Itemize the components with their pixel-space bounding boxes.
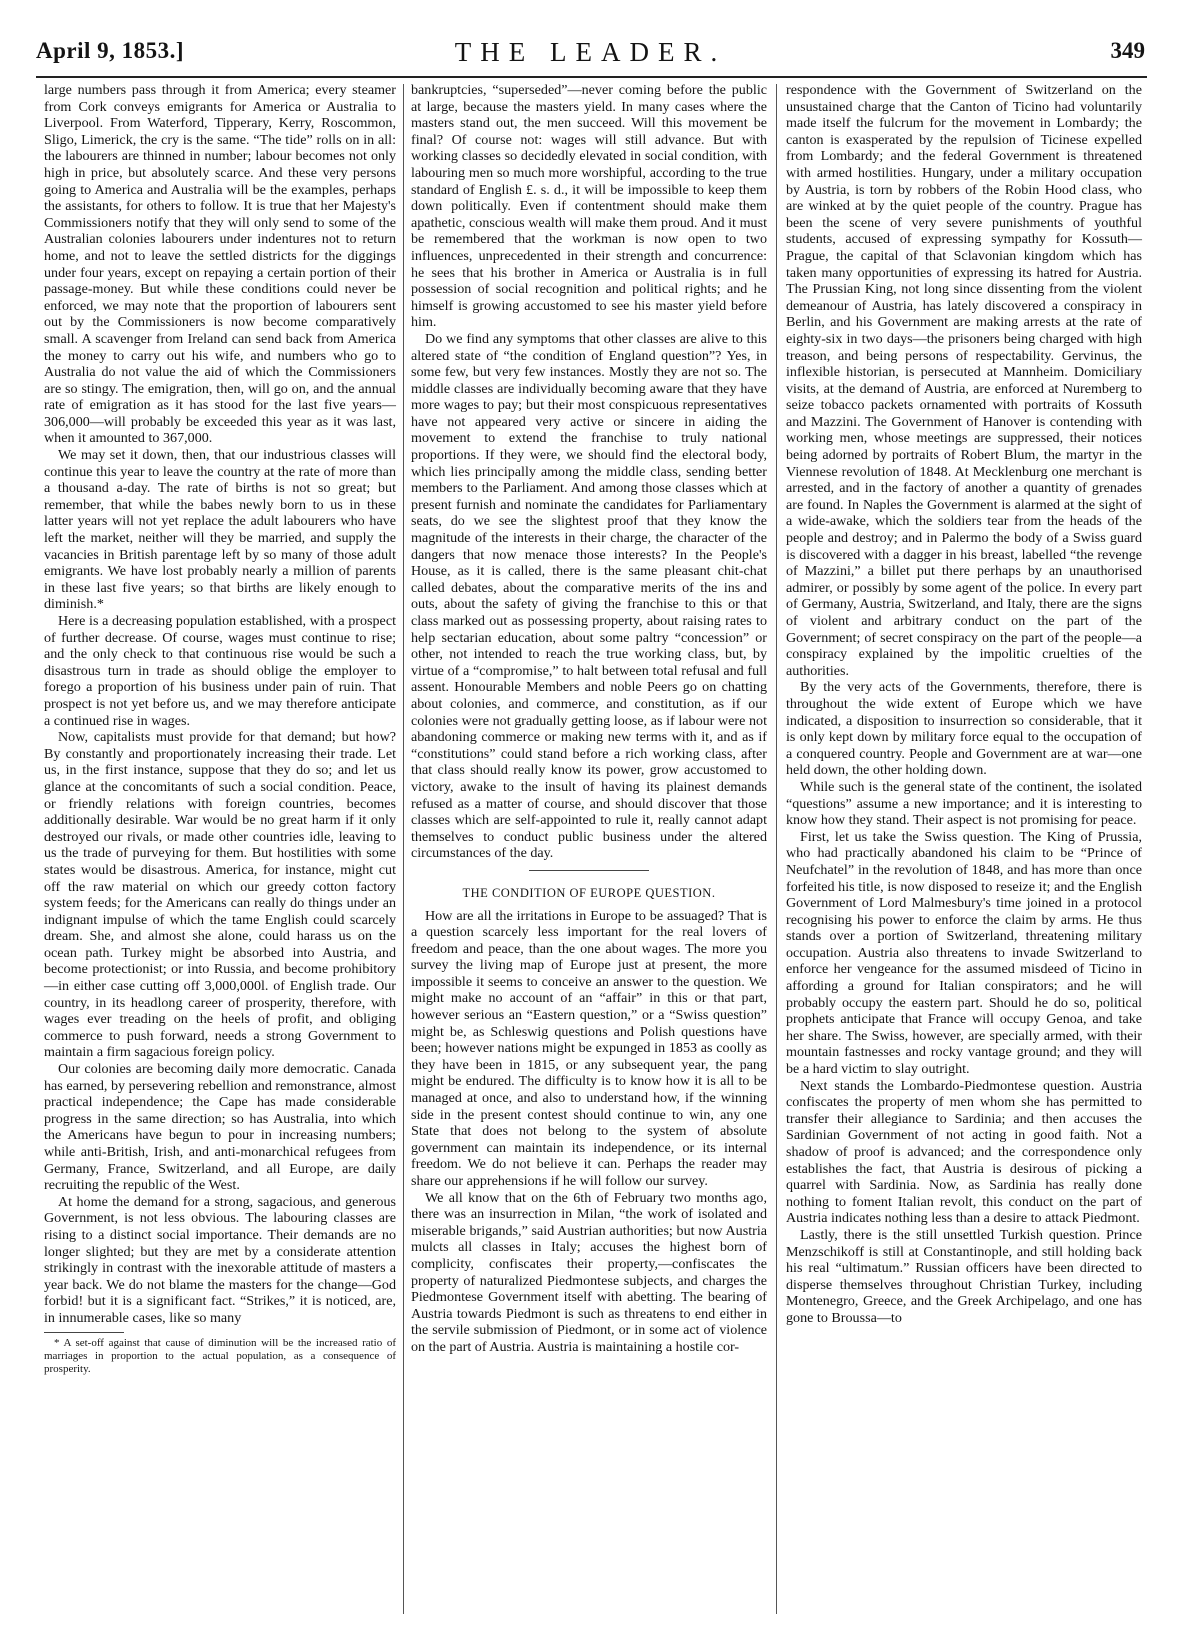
- paragraph: bankruptcies, “superseded”—never coming before the public at large, because the masters yield. In many cases where the masters stand out, the men succeed. Will this movement be final? Of course not: wages will still advance. But with working classes so decidedly elevated in social condition, with labouring men so much more worshipful, according to the true standard of English £. s. d., it will be impossible to keep them down politically. Even if contentment should make them apathetic, conscious wealth will make them proud. And it must be remembered that the workman is now open to two influences, unprecedented in their strength and concurrence: he sees that his brother in America or Australia is in full possession of social recognition and political rights; and he himself is growing accustomed to see his master yield before him.: [411, 82, 767, 331]
- column-divider: [403, 84, 404, 1614]
- footnote: * A set-off against that cause of diminution will be the increased ratio of marriages in proportion to the actual population, as a consequence of prosperity.: [44, 1336, 396, 1375]
- page-number: 349: [1110, 38, 1145, 63]
- paragraph: Next stands the Lombardo-Piedmontese question. Austria confiscates the property of men whom she has permitted to transfer their allegiance to Sardinia; and then accuses the Sardinian Government of not acting in good faith. Not a shadow of proof is advanced; and the correspondence only establishes the fact, that Austria is desirous of picking a quarrel with Sardinia. Now, as Sardinia has really done nothing to foment Italian revolt, this conduct on the part of Austria indicates nothing less than a desire to attack Piedmont.: [786, 1077, 1142, 1227]
- section-title: THE CONDITION OF EUROPE QUESTION.: [462, 885, 716, 900]
- paragraph: Here is a decreasing population established, with a prospect of further decrease. Of course, wages must continue to rise; and the only check to that continuous rise would be such a disastrous turn in trade as should oblige the employer to forego a proportion of his business under pain of ruin. That prospect is not yet before us, and we may therefore anticipate a continued rise in wages.: [44, 613, 396, 729]
- paragraph: We all know that on the 6th of February two months ago, there was an insurrection in Milan, “the work of isolated and miserable brigands,” said Austrian authorities; but now Austria mulcts all classes in Italy; accuses the highest born of complicity, confiscates their property,—confiscates the property of naturalized Piedmontese subjects, and charges the Piedmontese Government itself with abetting. The bearing of Austria towards Piedmont is such as threatens to end either in the servile submission of Piedmont, or in some act of violence on the part of Austria. Austria is maintaining a hostile cor-: [411, 1189, 767, 1355]
- column-2: [411, 82, 767, 1356]
- paragraph: By the very acts of the Governments, therefore, there is throughout the wide extent of Europe which we have indicated, a disposition to insurrection so considerable, that it is only kept down by military force equal to the occupation of a conquered country. People and Government are at war—one held down, the other holding down.: [786, 679, 1142, 779]
- column-divider: [776, 84, 777, 1614]
- paragraph: Do we find any symptoms that other classes are alive to this altered state of “the condition of England question”? Yes, in some few, but very few instances. Mostly they are not so. The middle classes are individually becoming aware that they have more wages to pay; but their most conspicuous representatives have not appeared very active or sincere in aiding the movement to extend the franchise to truly national proportions. If they were, we should find the electoral body, which lies principally among the middle class, sending better members to the Parliament. And among those classes which at present furnish and nominate the candidates for Parliamentary seats, do we see the slightest proof that they know the magnitude of the interests in their charge, the character of the dangers that now menace those interests? In the People's House, as it is called, there is the same pleasant chit-chat called debates, about the comparative merits of the ins and outs, about the safety of giving the franchise to this or that class marked out as possessing property, about raising rates to help sectarian education, about some paltry “concession” or other, not intended to reach the true working class, but, by virtue of a “compromise,” to halt between total refusal and full assent. Honourable Members and noble Peers go on chatting about colonies, and commerce, and constitution, as if our colonies were not gradually getting loose, as if labour were not abandoning commerce or making new terms with it, and as if “constitutions” could stand before a rich working class, after that class should really know its power, grow accustomed to victory, awake to the insult of having its plainest demands refused as a matter of course, and should discover that those classes which are self-appointed to rule it, really cannot adapt themselves to conduct public business under the altered circumstances of the day.: [411, 330, 767, 862]
- paragraph: First, let us take the Swiss question. The King of Prussia, who had practically abandoned his claim to be “Prince of Neufchatel” in the revolution of 1848, and has more than once forfeited his title, is now disposed to reseize it; and the English Government of Lord Malmesbury's time joined in a protocol recognising his power to enforce the claim by arms. He thus stands over a portion of Switzerland, threatening military occupation. Austria also threatens to invade Switzerland to enforce her vengeance for the assumed misdeed of Ticino in affording a ground for Italian conspirators; and he will probably occupy the eastern part. Should he do so, political prophets anticipate that France will occupy Genoa, and take her share. The Swiss, however, are specially armed, with their mountain fastnesses and rocky vantage ground; and they will be a hard victim to slay outright.: [786, 828, 1142, 1078]
- paragraph: How are all the irritations in Europe to be assuaged? That is a question scarcely less important for the real lovers of freedom and peace, than the one about wages. The more you survey the living map of Europe just at present, the more impossible it seems to conceive an answer to the question. We might make no account of an “affair” in this or that part, however serious an “Eastern question,” or a “Swiss question” might be, as Schleswig questions and Polish questions have been; however nations might be expunged in 1853 as coolly as they have been in 1815, or any subsequent year, the pang might be endured. The difficulty is to know how it is all to be managed at once, and also to understand how, if the winning side in the present contest should continue to win, any one State that does not belong to the system of absolute government can maintain its independence, or its internal freedom. We do not believe it can. Perhaps the reader may share our apprehensions if he will follow our survey.: [411, 907, 767, 1189]
- paragraph: large numbers pass through it from America; every steamer from Cork conveys emigrants for America or Australia to Liverpool. From Waterford, Tipperary, Kerry, Roscommon, Sligo, Limerick, the cry is the same. “The tide” rolls on in all: the labourers are thinned in number; labour becomes not only high in price, but absolutely scarce. And these very persons going to America and Australia will be the examples, perhaps the assistants, for others to follow. It is true that her Majesty's Commissioners notify that they will only send to some of the Australian colonies labourers under indentures not to return home, and not to leave the settled districts for the diggings under four years, except on repaying a certain portion of their passage-money. But while these conditions could never be enforced, we may note that the proportion of labourers sent out by the Commissioners is now become comparatively small. A scavenger from Ireland can send back from America the money to carry out his wife, and numbers who go to Australia do not value the aid of which the Commissioners are so stingy. The emigration, then, will go on, and the annual rate of emigration as it has stood for the last five years—306,000—will probably be exceeded this year as it was last, when it amounted to 367,000.: [44, 82, 396, 447]
- column-1: [44, 82, 396, 1376]
- paragraph: While such is the general state of the continent, the isolated “questions” assume a new importance; and it is interesting to know how they stand. Their aspect is not promising for peace.: [786, 778, 1142, 829]
- paragraph: respondence with the Government of Switzerland on the unsustained charge that the Canton of Ticino had voluntarily made itself the fulcrum for the movement in Lombardy; the canton is exasperated by the repulsion of Ticinese expelled from Lombardy; and the federal Government is threatened with armed hostilities. Hungary, under a military occupation by Austria, is torn by robbers of the Robin Hood class, who are winked at by the quiet people of the country. Prague has been the scene of very severe punishments of youthful students, accused of expressing sympathy for Kossuth—Prague, the capital of that Sclavonian kingdom which has taken many opportunities of expressing its hatred for Austria. The Prussian King, not long since dissenting from the violent demeanour of Austria, has lately discovered a conspiracy in Berlin, and his Government are making arrests at the rate of eighty-six in two days—the prisoners being charged with high treason, and being persons of respectability. Gervinus, the inflexible historian, is persecuted at Mannheim. Domiciliary visits, at the demand of Austria, are enforced at Nuremberg to seize tobacco packets ornamented with portraits of Kossuth and Mazzini. The Government of Hanover is contending with working men, whose meetings are suppressed, their notices being adorned by portraits of Robert Blum, the martyr in the Viennese revolution of 1848. At Mecklenburg one merchant is arrested, and in the factory of another a quantity of grenades are found. In Naples the Government is alarmed at the sight of a wide-awake, which the soldiers tear from the heads of the people and destroy; and in Palermo the body of a Swiss guard is discovered with a dagger in his breast, labelled “the revenge of Mazzini,” a billet put there perhaps by an unauthorised admirer, or possibly by some agent of the police. In every part of Germany, Austria, Switzerland, and Italy, there are the signs of violent and arbitrary conduct on the part of the Government; of secret conspiracy on the part of the people—a conspiracy explained by the impolitic cruelties of the authorities.: [786, 82, 1142, 679]
- paragraph: Lastly, there is the still unsettled Turkish question. Prince Menzschikoff is still at Constantinople, and still holding back his real “ultimatum.” Russian officers have been directed to disperse themselves throughout Christian Turkey, including Montenegro, Greece, and the Greek Archipelago, and one has gone to Broussa—to: [786, 1226, 1142, 1326]
- issue-date: April 9, 1853.]: [36, 38, 185, 63]
- page-header: [28, 38, 1153, 72]
- paragraph: Now, capitalists must provide for that demand; but how? By constantly and proportionately increasing their trade. Let us, in the first instance, suppose that they do so; and let us glance at the concomitants of such a social condition. Peace, or friendly relations with foreign countries, becomes additionally desirable. War would be no great harm if it only destroyed our rivals, or made other countries idle, leaving to us the trade of purveying for them. But hostilities with some states would be disastrous. America, for instance, might cut off the raw material on which our greedy cotton factory system feeds; for the Americans can really do things under an indignant impulse of which the tame English could scarcely dream. She, and almost she alone, could harass us on the ocean path. Turkey might be absorbed into Austria, and become protectionist; or into Russia, and become prohibitory—in either case cutting off 3,000,000l. of English trade. Our country, in its headlong career of prosperity, therefore, with wages ever treading on the heels of profit, and obliging commerce to push forward, needs a strong Government to maintain a firm sagacious foreign policy.: [44, 729, 396, 1061]
- paragraph: Our colonies are becoming daily more democratic. Canada has earned, by persevering rebellion and remonstrance, almost practical independence; the Cape has made considerable progress in the same direction; so has Australia, into which the Americans have begun to pour in increasing numbers; while anti-British, Irish, and anti-monarchical refugees from Germany, France, Switzerland, and all Europe, are daily recruiting the republic of the West.: [44, 1061, 396, 1194]
- column-3: [786, 82, 1142, 1327]
- paragraph: We may set it down, then, that our industrious classes will continue this year to leave the country at the rate of more than a thousand a-day. The rate of births is not so great; but remember, that while the babes newly born to us in these latter years will not yet replace the adult labourers who have left the market, neither will they be married, and supply the vacancies in British parentage left by so many of those adult emigrants. We have lost probably nearly a million of parents in these last five years; so that births are likely enough to diminish.*: [44, 447, 396, 613]
- paragraph: At home the demand for a strong, sagacious, and generous Government, is not less obvious. The labouring classes are rising to a distinct social importance. Their demands are no longer slighted; but they are met by a considerate attention strikingly in contrast with the inexorable attitude of masters a year back. We do not blame the masters for the change—God forbid! but it is a significant fact. “Strikes,” it is noticed, are, in innumerable cases, like so many: [44, 1193, 396, 1326]
- header-rule: [36, 76, 1147, 78]
- footnote-rule: [44, 1332, 124, 1333]
- masthead-title: THE LEADER.: [454, 37, 727, 67]
- section-rule: [529, 870, 649, 871]
